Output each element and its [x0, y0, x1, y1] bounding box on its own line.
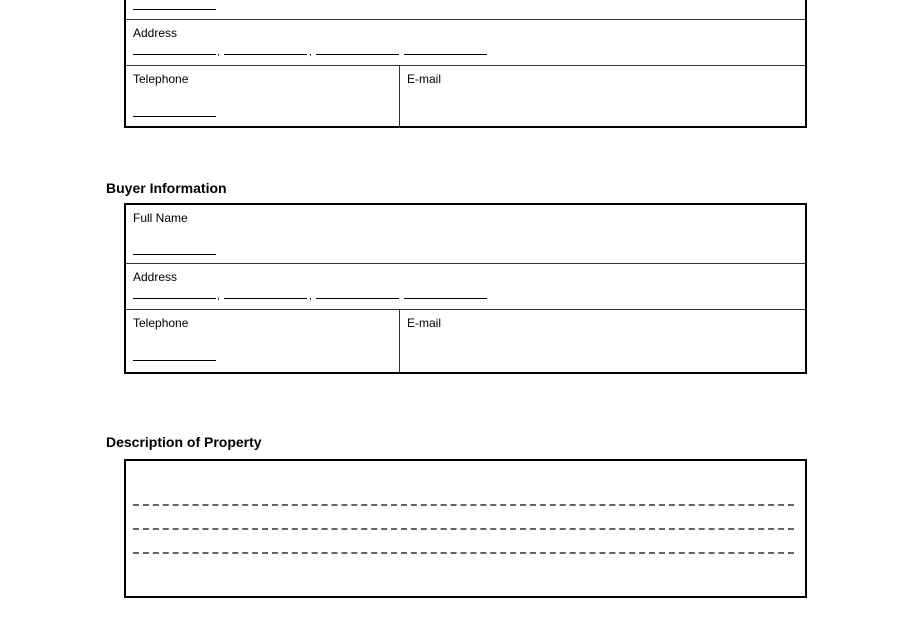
- buyer-full-name-label: Full Name: [133, 211, 188, 225]
- seller-address-zip-blank[interactable]: [404, 54, 487, 55]
- property-description-line-3[interactable]: [133, 552, 794, 554]
- property-description-line-2[interactable]: [133, 528, 794, 530]
- seller-telephone-label: Telephone: [133, 72, 189, 86]
- seller-address-comma-2: ,: [309, 47, 312, 58]
- seller-telephone-cell: [126, 66, 400, 128]
- seller-address-street-blank[interactable]: [133, 54, 216, 55]
- seller-address-city-blank[interactable]: [224, 54, 307, 55]
- buyer-address-label: Address: [133, 270, 178, 284]
- property-description-box: [124, 459, 807, 598]
- buyer-contact-row: [126, 310, 805, 372]
- buyer-address-row: [126, 264, 805, 310]
- buyer-full-name-blank[interactable]: [133, 254, 216, 255]
- seller-email-cell[interactable]: [400, 66, 805, 128]
- seller-email-label: E-mail: [407, 72, 442, 86]
- buyer-address-street-blank[interactable]: [133, 298, 216, 299]
- buyer-address-state-blank[interactable]: [316, 298, 399, 299]
- buyer-info-heading: Buyer Information: [106, 180, 227, 196]
- seller-address-comma-1: ,: [217, 47, 220, 58]
- seller-contact-row: [126, 66, 805, 128]
- buyer-email-label: E-mail: [407, 316, 442, 330]
- property-description-line-1[interactable]: [133, 504, 794, 506]
- seller-address-label: Address: [133, 26, 178, 40]
- buyer-address-zip-blank[interactable]: [404, 298, 487, 299]
- buyer-telephone-blank[interactable]: [133, 360, 216, 361]
- buyer-address-comma-1: ,: [217, 291, 220, 302]
- seller-name-row: [126, 0, 805, 20]
- buyer-email-cell[interactable]: [400, 310, 805, 372]
- seller-name-blank[interactable]: [133, 9, 216, 10]
- buyer-address-city-blank[interactable]: [224, 298, 307, 299]
- buyer-name-row: [126, 205, 805, 264]
- seller-address-state-blank[interactable]: [316, 54, 399, 55]
- property-description-heading: Description of Property: [106, 434, 262, 450]
- buyer-address-comma-2: ,: [309, 291, 312, 302]
- seller-address-row: [126, 20, 805, 66]
- seller-info-table: [124, 0, 807, 128]
- buyer-telephone-cell: [126, 310, 400, 372]
- seller-telephone-blank[interactable]: [133, 116, 216, 117]
- buyer-info-table: [124, 203, 807, 374]
- buyer-telephone-label: Telephone: [133, 316, 189, 330]
